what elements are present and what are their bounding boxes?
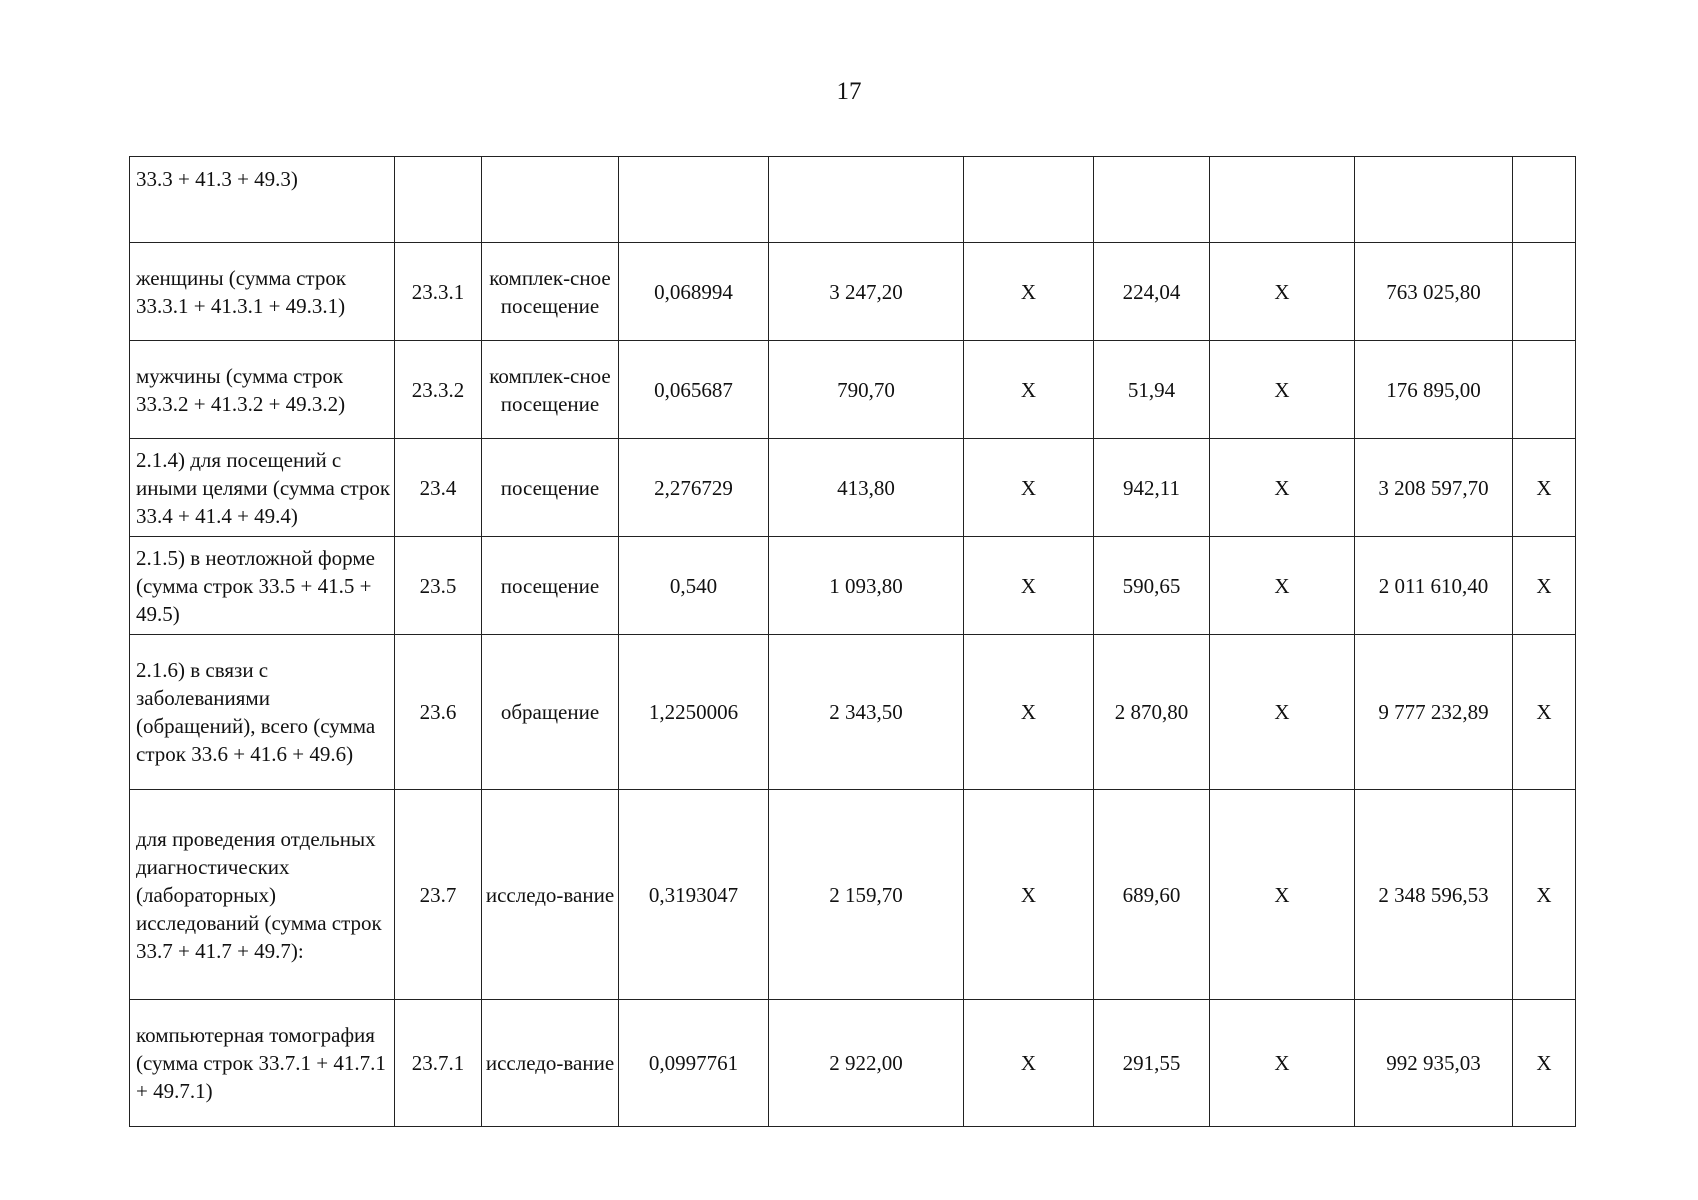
row-code-cell: 23.5	[395, 537, 482, 635]
row-x-cell: X	[964, 635, 1094, 790]
row-name-cell: 2.1.5) в неотложной форме (сумма строк 33.5 + 41.5 + 49.5)	[130, 537, 395, 635]
row-cost-cell: 1 093,80	[769, 537, 964, 635]
row-code-cell: 23.6	[395, 635, 482, 790]
row-unit-cell: исследо-вание	[482, 790, 619, 1000]
row-unit-cell: комплек-сное посещение	[482, 341, 619, 439]
row-name-cell: компьютерная томография (сумма строк 33.7.1 + 41.7.1 + 49.7.1)	[130, 1000, 395, 1127]
row-name-cell: женщины (сумма строк 33.3.1 + 41.3.1 + 49.3.1)	[130, 243, 395, 341]
row-x-cell: X	[1513, 537, 1576, 635]
row-norm-cell: 0,540	[619, 537, 769, 635]
row-x-cell: X	[1210, 1000, 1355, 1127]
row-norm-cell: 0,3193047	[619, 790, 769, 1000]
table-row	[130, 157, 1576, 243]
row-unit-cell: исследо-вание	[482, 1000, 619, 1127]
row-unit-cell	[482, 157, 619, 243]
row-cost-cell: 3 247,20	[769, 243, 964, 341]
row-unit-cell: комплек-сное посещение	[482, 243, 619, 341]
row-per-capita-cell: 942,11	[1094, 439, 1210, 537]
row-x-cell: X	[1513, 1000, 1576, 1127]
row-cost-cell: 790,70	[769, 341, 964, 439]
table-row	[130, 341, 1576, 439]
row-code-cell: 23.7.1	[395, 1000, 482, 1127]
row-x-cell	[1513, 243, 1576, 341]
row-code-cell: 23.4	[395, 439, 482, 537]
row-x-cell: X	[964, 1000, 1094, 1127]
table-row	[130, 537, 1576, 635]
row-x-cell: X	[1210, 439, 1355, 537]
row-per-capita-cell	[1094, 157, 1210, 243]
row-cost-cell: 2 343,50	[769, 635, 964, 790]
row-norm-cell: 0,065687	[619, 341, 769, 439]
row-x-cell	[1513, 341, 1576, 439]
row-norm-cell: 2,276729	[619, 439, 769, 537]
page-number: 17	[836, 78, 862, 105]
row-x-cell: X	[1210, 243, 1355, 341]
row-per-capita-cell: 224,04	[1094, 243, 1210, 341]
row-unit-cell: посещение	[482, 537, 619, 635]
row-total-cell	[1355, 157, 1513, 243]
row-per-capita-cell: 2 870,80	[1094, 635, 1210, 790]
row-x-cell	[1513, 157, 1576, 243]
row-x-cell: X	[1210, 341, 1355, 439]
row-norm-cell: 0,068994	[619, 243, 769, 341]
row-name-cell: для проведения отдельных диагностических (лабораторных) исследований (сумма строк 33.7 + 41.7 + 49.7):	[130, 790, 395, 1000]
row-per-capita-cell: 590,65	[1094, 537, 1210, 635]
row-x-cell: X	[1513, 439, 1576, 537]
table-row	[130, 1000, 1576, 1127]
row-total-cell: 992 935,03	[1355, 1000, 1513, 1127]
row-cost-cell: 2 159,70	[769, 790, 964, 1000]
table-row	[130, 635, 1576, 790]
row-x-cell: X	[964, 439, 1094, 537]
row-per-capita-cell: 51,94	[1094, 341, 1210, 439]
row-x-cell: X	[1210, 635, 1355, 790]
row-x-cell: X	[964, 790, 1094, 1000]
row-code-cell: 23.3.1	[395, 243, 482, 341]
row-per-capita-cell: 689,60	[1094, 790, 1210, 1000]
row-total-cell: 2 011 610,40	[1355, 537, 1513, 635]
row-x-cell: X	[1210, 790, 1355, 1000]
row-x-cell: X	[1210, 537, 1355, 635]
row-code-cell: 23.3.2	[395, 341, 482, 439]
row-cost-cell	[769, 157, 964, 243]
row-norm-cell	[619, 157, 769, 243]
row-x-cell	[1210, 157, 1355, 243]
row-cost-cell: 413,80	[769, 439, 964, 537]
row-x-cell: X	[964, 243, 1094, 341]
row-name-cell: мужчины (сумма строк 33.3.2 + 41.3.2 + 49.3.2)	[130, 341, 395, 439]
row-name-cell: 2.1.6) в связи с заболеваниями (обращений), всего (сумма строк 33.6 + 41.6 + 49.6)	[130, 635, 395, 790]
row-norm-cell: 1,2250006	[619, 635, 769, 790]
table-row	[130, 790, 1576, 1000]
row-unit-cell: обращение	[482, 635, 619, 790]
row-norm-cell: 0,0997761	[619, 1000, 769, 1127]
row-total-cell: 3 208 597,70	[1355, 439, 1513, 537]
data-table	[129, 156, 1576, 1127]
row-x-cell: X	[964, 537, 1094, 635]
row-name-cell: 33.3 + 41.3 + 49.3)	[130, 157, 395, 243]
row-per-capita-cell: 291,55	[1094, 1000, 1210, 1127]
row-total-cell: 2 348 596,53	[1355, 790, 1513, 1000]
row-total-cell: 9 777 232,89	[1355, 635, 1513, 790]
row-x-cell	[964, 157, 1094, 243]
row-code-cell: 23.7	[395, 790, 482, 1000]
row-cost-cell: 2 922,00	[769, 1000, 964, 1127]
row-x-cell: X	[964, 341, 1094, 439]
table-row	[130, 243, 1576, 341]
row-total-cell: 176 895,00	[1355, 341, 1513, 439]
row-unit-cell: посещение	[482, 439, 619, 537]
row-total-cell: 763 025,80	[1355, 243, 1513, 341]
row-code-cell	[395, 157, 482, 243]
table-row	[130, 439, 1576, 537]
row-name-cell: 2.1.4) для посещений с иными целями (сумма строк 33.4 + 41.4 + 49.4)	[130, 439, 395, 537]
row-x-cell: X	[1513, 635, 1576, 790]
row-x-cell: X	[1513, 790, 1576, 1000]
